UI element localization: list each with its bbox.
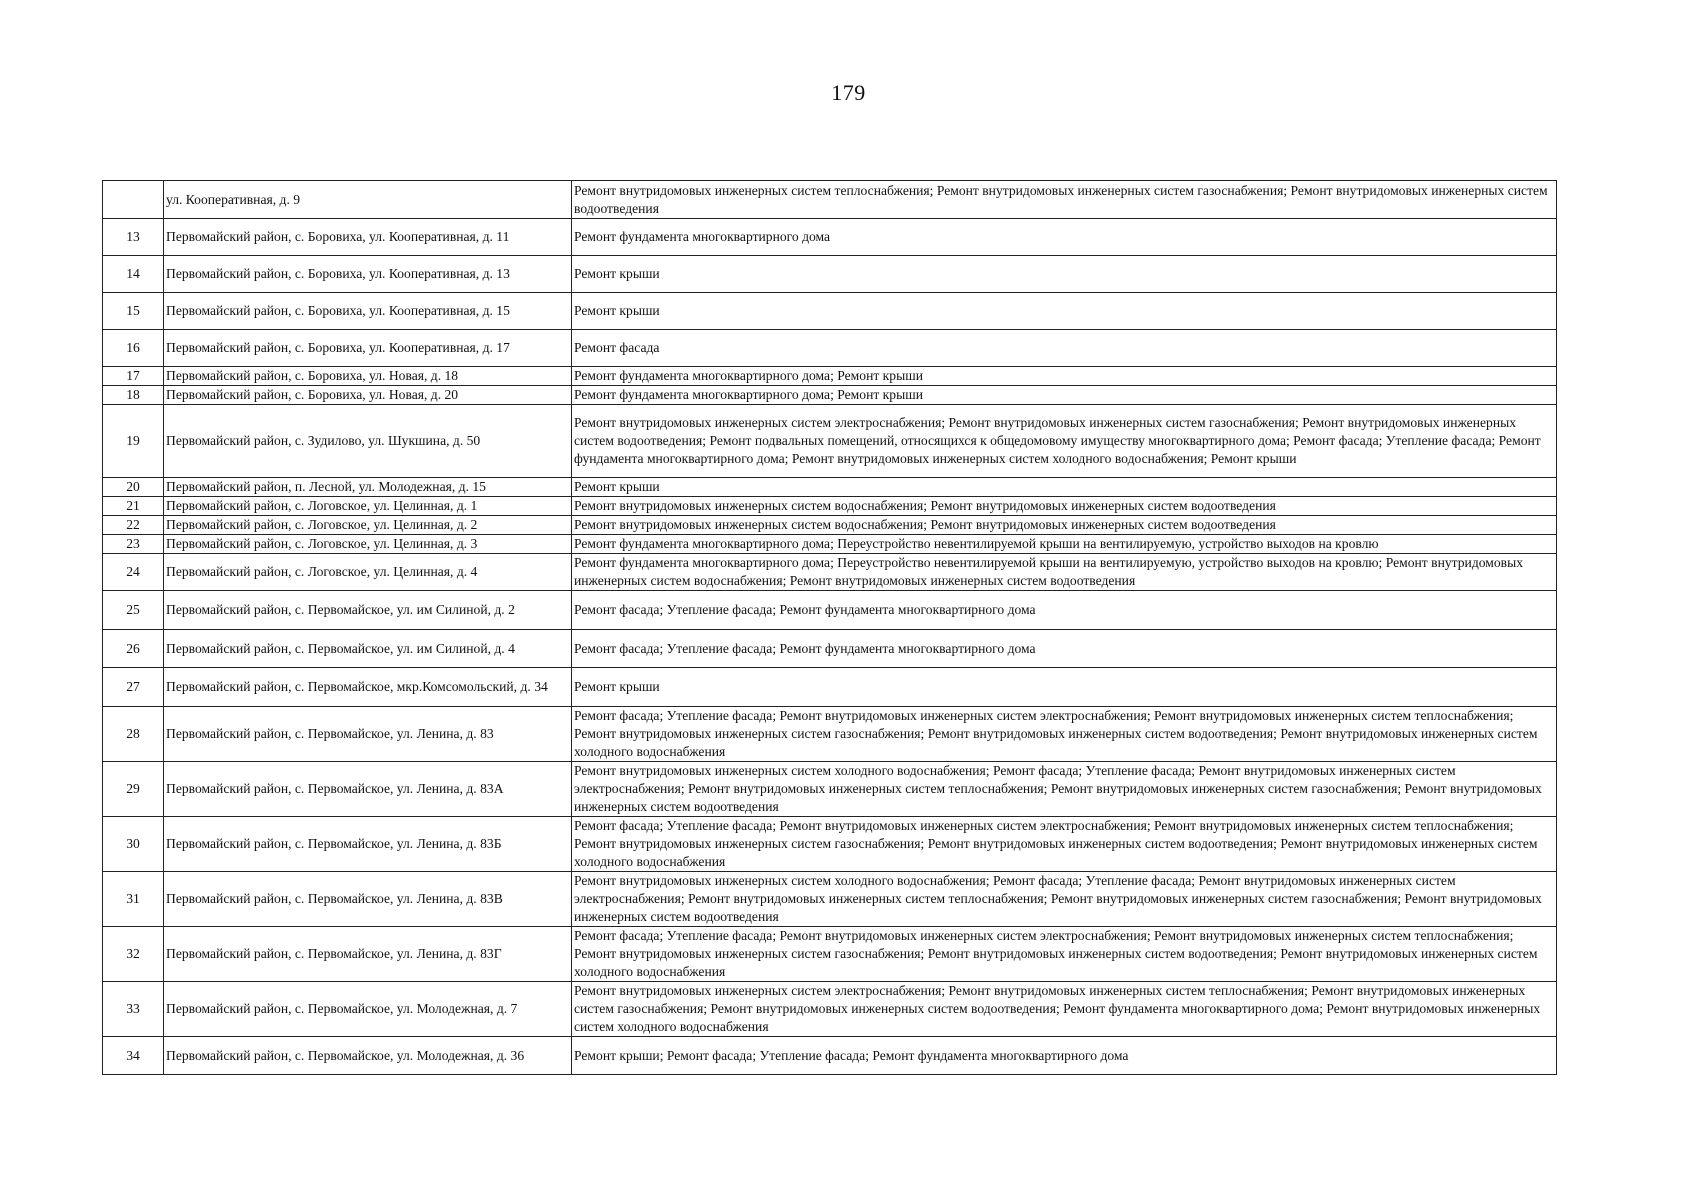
row-address: Первомайский район, с. Боровиха, ул. Кооперативная, д. 15 xyxy=(164,293,572,330)
row-number: 34 xyxy=(103,1037,164,1075)
row-works: Ремонт крыши; Ремонт фасада; Утепление фасада; Ремонт фундамента многоквартирного дома xyxy=(572,1037,1557,1075)
row-address: Первомайский район, с. Логовское, ул. Целинная, д. 4 xyxy=(164,554,572,591)
row-number: 29 xyxy=(103,762,164,817)
table-row xyxy=(103,478,1557,497)
works-table xyxy=(102,180,1557,1075)
table-row xyxy=(103,872,1557,927)
row-address: Первомайский район, с. Логовское, ул. Целинная, д. 1 xyxy=(164,497,572,516)
table-row xyxy=(103,367,1557,386)
row-works: Ремонт внутридомовых инженерных систем водоснабжения; Ремонт внутридомовых инженерных систем водоотведения xyxy=(572,516,1557,535)
row-works: Ремонт фундамента многоквартирного дома; Переустройство невентилируемой крыши на вентилируемую, устройство выходов на кровлю; Ремонт внутридомовых инженерных систем водоснабжения; Ремонт внутридомовых инженерных систем водоотведения xyxy=(572,554,1557,591)
row-number: 16 xyxy=(103,330,164,367)
row-number: 20 xyxy=(103,478,164,497)
row-works: Ремонт внутридомовых инженерных систем водоснабжения; Ремонт внутридомовых инженерных систем водоотведения xyxy=(572,497,1557,516)
row-address: Первомайский район, с. Боровиха, ул. Новая, д. 20 xyxy=(164,386,572,405)
row-address: Первомайский район, с. Логовское, ул. Целинная, д. 2 xyxy=(164,516,572,535)
row-number: 19 xyxy=(103,405,164,478)
row-number: 28 xyxy=(103,707,164,762)
row-address: Первомайский район, с. Боровиха, ул. Кооперативная, д. 17 xyxy=(164,330,572,367)
row-works: Ремонт фундамента многоквартирного дома; Ремонт крыши xyxy=(572,386,1557,405)
table-row xyxy=(103,982,1557,1037)
row-works: Ремонт внутридомовых инженерных систем теплоснабжения; Ремонт внутридомовых инженерных систем газоснабжения; Ремонт внутридомовых инженерных систем водоотведения xyxy=(572,181,1557,219)
row-number: 13 xyxy=(103,219,164,256)
row-works: Ремонт внутридомовых инженерных систем электроснабжения; Ремонт внутридомовых инженерных систем газоснабжения; Ремонт внутридомовых инженерных систем водоотведения; Ремонт подвальных помещений, относящихся к общедомовому имуществу многоквартирного дома; Ремонт фасада; Утепление фасада; Ремонт фундамента многоквартирного дома; Ремонт внутридомовых инженерных систем холодного водоснабжения; Ремонт крыши xyxy=(572,405,1557,478)
row-works: Ремонт крыши xyxy=(572,668,1557,707)
row-number: 25 xyxy=(103,591,164,630)
row-address: Первомайский район, с. Первомайское, ул. Ленина, д. 83А xyxy=(164,762,572,817)
table-row xyxy=(103,630,1557,668)
row-works: Ремонт фундамента многоквартирного дома; Переустройство невентилируемой крыши на вентилируемую, устройство выходов на кровлю xyxy=(572,535,1557,554)
row-address: Первомайский район, с. Первомайское, ул. Ленина, д. 83Б xyxy=(164,817,572,872)
row-works: Ремонт крыши xyxy=(572,293,1557,330)
row-number: 18 xyxy=(103,386,164,405)
row-address: ул. Кооперативная, д. 9 xyxy=(164,181,572,219)
table-row xyxy=(103,762,1557,817)
table-row xyxy=(103,497,1557,516)
row-works: Ремонт фундамента многоквартирного дома xyxy=(572,219,1557,256)
row-address: Первомайский район, с. Боровиха, ул. Кооперативная, д. 11 xyxy=(164,219,572,256)
row-works: Ремонт внутридомовых инженерных систем холодного водоснабжения; Ремонт фасада; Утепление фасада; Ремонт внутридомовых инженерных систем электроснабжения; Ремонт внутридомовых инженерных систем теплоснабжения; Ремонт внутридомовых инженерных систем газоснабжения; Ремонт внутридомовых инженерных систем водоотведения xyxy=(572,872,1557,927)
table-row xyxy=(103,516,1557,535)
row-address: Первомайский район, с. Боровиха, ул. Новая, д. 18 xyxy=(164,367,572,386)
row-number: 32 xyxy=(103,927,164,982)
row-number: 33 xyxy=(103,982,164,1037)
row-works: Ремонт фасада; Утепление фасада; Ремонт внутридомовых инженерных систем электроснабжения; Ремонт внутридомовых инженерных систем теплоснабжения; Ремонт внутридомовых инженерных систем газоснабжения; Ремонт внутридомовых инженерных систем водоотведения; Ремонт внутридомовых инженерных систем холодного водоснабжения xyxy=(572,817,1557,872)
page-number: 179 xyxy=(831,80,866,105)
row-works: Ремонт внутридомовых инженерных систем холодного водоснабжения; Ремонт фасада; Утепление фасада; Ремонт внутридомовых инженерных систем электроснабжения; Ремонт внутридомовых инженерных систем теплоснабжения; Ремонт внутридомовых инженерных систем газоснабжения; Ремонт внутридомовых инженерных систем водоотведения xyxy=(572,762,1557,817)
table-row xyxy=(103,405,1557,478)
table-row xyxy=(103,386,1557,405)
table-row xyxy=(103,330,1557,367)
row-number: 22 xyxy=(103,516,164,535)
row-works: Ремонт внутридомовых инженерных систем электроснабжения; Ремонт внутридомовых инженерных систем теплоснабжения; Ремонт внутридомовых инженерных систем газоснабжения; Ремонт внутридомовых инженерных систем водоотведения; Ремонт фундамента многоквартирного дома; Ремонт внутридомовых инженерных систем холодного водоснабжения xyxy=(572,982,1557,1037)
row-address: Первомайский район, с. Первомайское, ул. им Силиной, д. 2 xyxy=(164,591,572,630)
table-row xyxy=(103,535,1557,554)
row-address: Первомайский район, с. Первомайское, ул. Ленина, д. 83 xyxy=(164,707,572,762)
row-address: Первомайский район, с. Логовское, ул. Целинная, д. 3 xyxy=(164,535,572,554)
row-works: Ремонт фундамента многоквартирного дома; Ремонт крыши xyxy=(572,367,1557,386)
row-address: Первомайский район, с. Первомайское, ул. им Силиной, д. 4 xyxy=(164,630,572,668)
row-number: 21 xyxy=(103,497,164,516)
row-number: 31 xyxy=(103,872,164,927)
row-address: Первомайский район, с. Первомайское, ул. Ленина, д. 83Г xyxy=(164,927,572,982)
row-works: Ремонт фасада; Утепление фасада; Ремонт фундамента многоквартирного дома xyxy=(572,630,1557,668)
row-number: 26 xyxy=(103,630,164,668)
table-row xyxy=(103,181,1557,219)
row-number: 27 xyxy=(103,668,164,707)
row-number xyxy=(103,181,164,219)
table-row xyxy=(103,293,1557,330)
row-number: 23 xyxy=(103,535,164,554)
row-number: 30 xyxy=(103,817,164,872)
row-address: Первомайский район, с. Боровиха, ул. Кооперативная, д. 13 xyxy=(164,256,572,293)
row-number: 24 xyxy=(103,554,164,591)
row-address: Первомайский район, с. Первомайское, ул. Молодежная, д. 36 xyxy=(164,1037,572,1075)
row-works: Ремонт фасада; Утепление фасада; Ремонт внутридомовых инженерных систем электроснабжения; Ремонт внутридомовых инженерных систем теплоснабжения; Ремонт внутридомовых инженерных систем газоснабжения; Ремонт внутридомовых инженерных систем водоотведения; Ремонт внутридомовых инженерных систем холодного водоснабжения xyxy=(572,927,1557,982)
row-works: Ремонт фасада; Утепление фасада; Ремонт внутридомовых инженерных систем электроснабжения; Ремонт внутридомовых инженерных систем теплоснабжения; Ремонт внутридомовых инженерных систем газоснабжения; Ремонт внутридомовых инженерных систем водоотведения; Ремонт внутридомовых инженерных систем холодного водоснабжения xyxy=(572,707,1557,762)
row-number: 17 xyxy=(103,367,164,386)
row-works: Ремонт фасада xyxy=(572,330,1557,367)
row-address: Первомайский район, п. Лесной, ул. Молодежная, д. 15 xyxy=(164,478,572,497)
table-row xyxy=(103,927,1557,982)
row-works: Ремонт фасада; Утепление фасада; Ремонт фундамента многоквартирного дома xyxy=(572,591,1557,630)
table-row xyxy=(103,1037,1557,1075)
row-address: Первомайский район, с. Первомайское, ул. Молодежная, д. 7 xyxy=(164,982,572,1037)
row-address: Первомайский район, с. Первомайское, мкр.Комсомольский, д. 34 xyxy=(164,668,572,707)
row-number: 14 xyxy=(103,256,164,293)
table-row xyxy=(103,817,1557,872)
row-works: Ремонт крыши xyxy=(572,478,1557,497)
table-row xyxy=(103,219,1557,256)
table-row xyxy=(103,256,1557,293)
table-row xyxy=(103,707,1557,762)
table-row xyxy=(103,668,1557,707)
row-works: Ремонт крыши xyxy=(572,256,1557,293)
row-address: Первомайский район, с. Зудилово, ул. Шукшина, д. 50 xyxy=(164,405,572,478)
table-row xyxy=(103,591,1557,630)
row-number: 15 xyxy=(103,293,164,330)
table-row xyxy=(103,554,1557,591)
row-address: Первомайский район, с. Первомайское, ул. Ленина, д. 83В xyxy=(164,872,572,927)
